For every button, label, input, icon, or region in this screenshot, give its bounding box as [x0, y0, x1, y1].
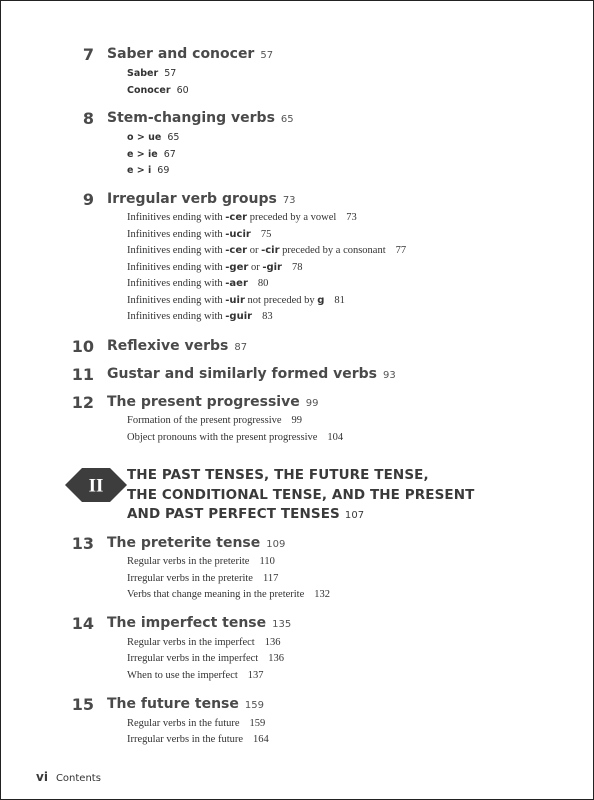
section-entry: e > i 69 [127, 165, 170, 176]
chapter-title: Saber and conocer 57 [107, 46, 274, 62]
footer-label: Contents [55, 773, 101, 784]
chapter-number: 9 [82, 190, 94, 209]
part-heading [55, 466, 555, 526]
section-entry: Object pronouns with the present progressive 104 [127, 432, 344, 443]
section-entry: Regular verbs in the future 159 [127, 718, 266, 729]
section-entry: Infinitives ending with -aer 80 [127, 278, 269, 289]
section-entry: Infinitives ending with -guir 83 [127, 311, 273, 322]
chapter-number: 8 [82, 109, 94, 128]
section-entry: Infinitives ending with -cer preceded by a vowel 73 [127, 212, 357, 223]
chapter-title: Reflexive verbs 87 [107, 338, 248, 354]
chapter-number: 14 [71, 614, 94, 633]
section-entry: Infinitives ending with -uir not preceded by g 81 [127, 295, 345, 306]
section-entry: Infinitives ending with -cer or -cir preceded by a consonant 77 [127, 245, 407, 256]
section-entry: Conocer 60 [127, 85, 189, 96]
chapter-number: 13 [71, 534, 94, 553]
page-number: 57 [260, 50, 274, 61]
part-title: THE PAST TENSES, THE FUTURE TENSE, THE CONDITIONAL TENSE, AND THE PRESENT AND PAST PERFECT TENSES 107 [127, 467, 475, 522]
chapter-title: The future tense 159 [107, 696, 264, 712]
section-entry: Formation of the present progressive 99 [127, 415, 303, 426]
section-entry: Verbs that change meaning in the preterite 132 [127, 589, 331, 600]
chapter-title: Stem-changing verbs 65 [107, 110, 294, 126]
chapter-number: 7 [82, 45, 94, 64]
chapter-title: Irregular verb groups 73 [107, 191, 296, 207]
part-numeral: II [88, 475, 104, 497]
chapter-number: 10 [71, 337, 94, 356]
section-entry: Regular verbs in the imperfect 136 [127, 637, 281, 648]
chapter-title: Gustar and similarly formed verbs 93 [107, 366, 396, 382]
section-entry: o > ue 65 [127, 132, 180, 143]
chapter-title: The present progressive 99 [107, 394, 319, 410]
section-entry: Irregular verbs in the preterite 117 [127, 573, 279, 584]
section-entry: Infinitives ending with -ucir 75 [127, 229, 272, 240]
chapter-title: The imperfect tense 135 [107, 615, 292, 631]
part-diamond-icon [65, 468, 127, 502]
page-number: 107 [344, 510, 365, 521]
chapter-number: 11 [71, 365, 94, 384]
page-footer [36, 770, 101, 784]
chapter-title: The preterite tense 109 [107, 535, 286, 551]
section-entry: Irregular verbs in the imperfect 136 [127, 653, 284, 664]
section-entry: Infinitives ending with -ger or -gir 78 [127, 262, 303, 273]
section-entry: Regular verbs in the preterite 110 [127, 556, 275, 567]
footer-page-number: vi [36, 770, 48, 784]
section-entry: e > ie 67 [127, 149, 176, 160]
section-entry: Irregular verbs in the future 164 [127, 734, 269, 745]
chapter-number: 15 [71, 695, 94, 714]
chapter-number: 12 [71, 393, 94, 412]
section-entry: When to use the imperfect 137 [127, 670, 264, 681]
section-entry: Saber 57 [127, 68, 177, 79]
